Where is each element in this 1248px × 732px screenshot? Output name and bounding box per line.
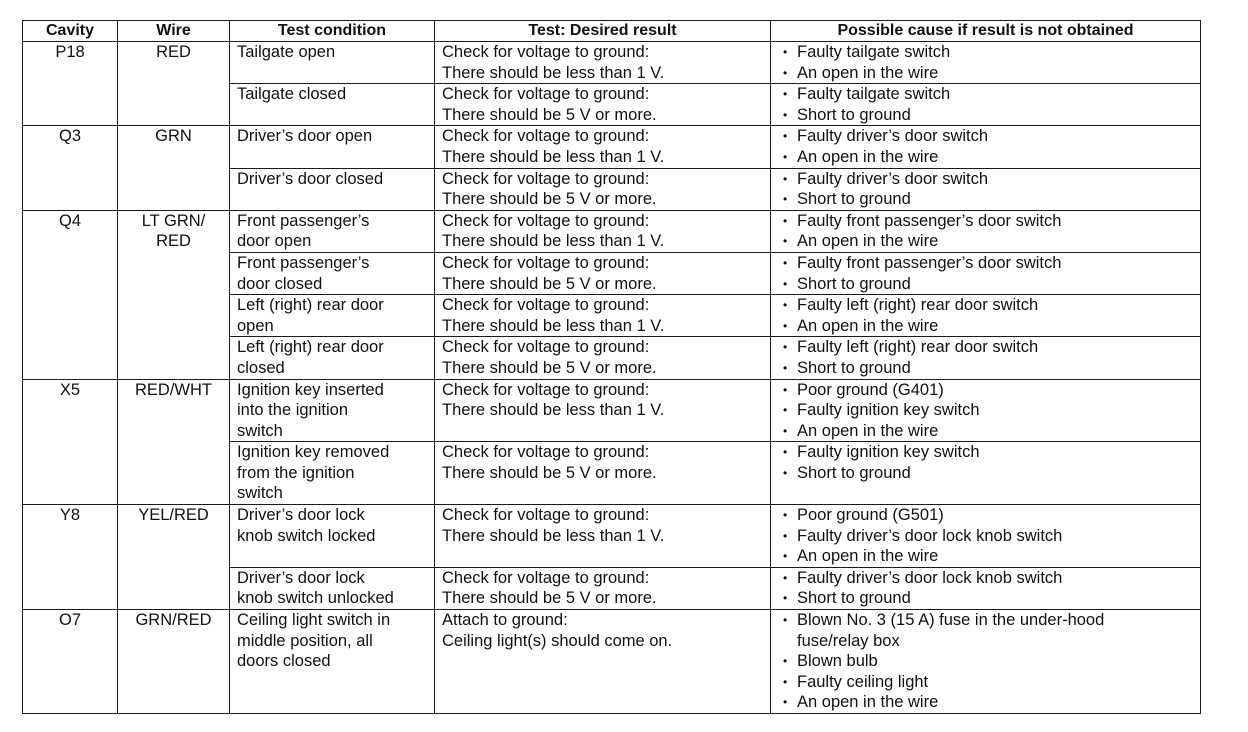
result-line: There should be less than 1 V. (442, 526, 665, 545)
desired-result-cell (435, 168, 771, 210)
cause-item: • Faulty driver’s door lock knob switch (781, 568, 1197, 589)
condition-line: Driver’s door closed (237, 169, 384, 188)
result-line: There should be 5 V or more. (442, 358, 657, 377)
result-line: There should be less than 1 V. (442, 401, 665, 420)
result-line: Check for voltage to ground: (442, 568, 650, 587)
result-line: There should be less than 1 V. (442, 63, 665, 82)
desired-result-cell (435, 252, 771, 294)
result-line: Check for voltage to ground: (442, 506, 650, 525)
condition-line: Ignition key removed (237, 443, 390, 462)
wire-cell (118, 126, 230, 210)
condition-line: Driver’s door lock (237, 568, 365, 587)
wire-color-line: RED (156, 232, 191, 251)
cause-item: • An open in the wire (781, 147, 1197, 168)
result-line: There should be 5 V or more. (442, 190, 657, 209)
test-table (22, 20, 1201, 714)
condition-line: switch (237, 484, 283, 503)
cause-item: • Faulty front passenger’s door switch (781, 253, 1197, 274)
possible-cause-cell (771, 168, 1201, 210)
condition-line: middle position, all (237, 631, 373, 650)
result-line: Ceiling light(s) should come on. (442, 631, 673, 650)
possible-cause-cell (771, 42, 1201, 84)
condition-line: switch (237, 421, 283, 440)
cavity-cell: Q3 (23, 126, 118, 210)
possible-cause-cell (771, 252, 1201, 294)
possible-cause-cell (771, 295, 1201, 337)
result-line: Check for voltage to ground: (442, 169, 650, 188)
cause-item: • Faulty ignition key switch (781, 400, 1197, 421)
desired-result-cell (435, 337, 771, 379)
cavity-cell: Q4 (23, 210, 118, 379)
wire-cell (118, 42, 230, 126)
cause-item: • Blown bulb (781, 651, 1197, 672)
table-row (23, 610, 1201, 714)
condition-line: Tailgate open (237, 43, 336, 61)
cause-item: • An open in the wire (781, 421, 1197, 442)
condition-line: closed (237, 358, 285, 377)
table-row (23, 210, 1201, 252)
test-condition-cell (230, 84, 435, 126)
result-line: There should be less than 1 V. (442, 316, 665, 335)
table-row (23, 505, 1201, 568)
test-condition-cell (230, 252, 435, 294)
condition-line: doors closed (237, 652, 331, 671)
cavity-cell: P18 (23, 42, 118, 126)
desired-result-cell (435, 42, 771, 84)
desired-result-cell (435, 505, 771, 568)
cause-continuation: fuse/relay box (797, 631, 900, 650)
desired-result-cell (435, 210, 771, 252)
result-line: Attach to ground: (442, 611, 568, 630)
header-possible-cause: Possible cause if result is not obtained (771, 21, 1201, 42)
cause-item: • Poor ground (G401) (781, 380, 1197, 401)
condition-line: into the ignition (237, 401, 348, 420)
desired-result-cell (435, 295, 771, 337)
cause-item: • Poor ground (G501) (781, 505, 1197, 526)
possible-cause-cell (771, 610, 1201, 714)
wire-cell (118, 379, 230, 505)
table-row (23, 42, 1201, 84)
cause-item: • An open in the wire (781, 63, 1197, 84)
cause-item: • Faulty driver’s door switch (781, 126, 1197, 147)
desired-result-cell (435, 567, 771, 609)
result-line: There should be less than 1 V. (442, 232, 665, 251)
possible-cause-cell (771, 126, 1201, 168)
test-condition-cell (230, 126, 435, 168)
cause-item: • An open in the wire (781, 316, 1197, 337)
wire-color-line: GRN/RED (135, 611, 212, 630)
result-line: Check for voltage to ground: (442, 296, 650, 315)
result-line: Check for voltage to ground: (442, 338, 650, 357)
test-condition-cell (230, 168, 435, 210)
test-condition-cell (230, 610, 435, 714)
header-desired-result: Test: Desired result (435, 21, 771, 42)
cause-item: • Faulty driver’s door lock knob switch (781, 526, 1197, 547)
cause-item: • Short to ground (781, 274, 1197, 295)
condition-line: Left (right) rear door (237, 296, 384, 315)
cause-item: • Short to ground (781, 463, 1197, 484)
cavity-cell: O7 (23, 610, 118, 714)
result-line: There should be 5 V or more. (442, 274, 657, 293)
cause-item: • Faulty driver’s door switch (781, 169, 1197, 190)
result-line: Check for voltage to ground: (442, 211, 650, 230)
result-line: There should be 5 V or more. (442, 463, 657, 482)
cause-item: • Short to ground (781, 358, 1197, 379)
cause-item: • Short to ground (781, 588, 1197, 609)
result-line: There should be 5 V or more. (442, 589, 657, 608)
test-condition-cell (230, 567, 435, 609)
condition-line: door closed (237, 274, 323, 293)
desired-result-cell (435, 84, 771, 126)
wire-color-line: RED (156, 43, 191, 61)
test-condition-cell (230, 379, 435, 442)
condition-line: Driver’s door open (237, 127, 373, 146)
header-cavity: Cavity (23, 21, 118, 42)
result-line: Check for voltage to ground: (442, 443, 650, 462)
possible-cause-cell (771, 505, 1201, 568)
test-condition-cell (230, 442, 435, 505)
wire-cell (118, 210, 230, 379)
cause-item: • An open in the wire (781, 546, 1197, 567)
desired-result-cell (435, 610, 771, 714)
condition-line: Tailgate closed (237, 85, 347, 104)
cause-item: • Faulty ignition key switch (781, 442, 1197, 463)
cause-item: • An open in the wire (781, 231, 1197, 252)
condition-line: door open (237, 232, 312, 251)
result-line: Check for voltage to ground: (442, 380, 650, 399)
header-test-condition: Test condition (230, 21, 435, 42)
result-line: Check for voltage to ground: (442, 127, 650, 146)
cause-item: • Faulty tailgate switch (781, 84, 1197, 105)
cause-item: • Short to ground (781, 189, 1197, 210)
possible-cause-cell (771, 442, 1201, 505)
table-row (23, 379, 1201, 442)
desired-result-cell (435, 126, 771, 168)
desired-result-cell (435, 442, 771, 505)
cause-item: • Faulty ceiling light (781, 672, 1197, 693)
test-condition-cell (230, 337, 435, 379)
header-row (23, 21, 1201, 42)
cause-item: • Short to ground (781, 105, 1197, 126)
result-line: Check for voltage to ground: (442, 85, 650, 104)
condition-line: Ignition key inserted (237, 380, 384, 399)
test-condition-cell (230, 42, 435, 84)
condition-line: Front passenger’s (237, 253, 370, 272)
condition-line: Front passenger’s (237, 211, 370, 230)
cause-item: • Faulty left (right) rear door switch (781, 295, 1197, 316)
test-condition-cell (230, 295, 435, 337)
cause-item: • Faulty front passenger’s door switch (781, 211, 1197, 232)
condition-line: Ceiling light switch in (237, 611, 391, 630)
desired-result-cell (435, 379, 771, 442)
wire-color-line: GRN (155, 127, 192, 146)
result-line: There should be less than 1 V. (442, 147, 665, 166)
wire-cell (118, 610, 230, 714)
test-condition-cell (230, 505, 435, 568)
result-line: Check for voltage to ground: (442, 253, 650, 272)
result-line: Check for voltage to ground: (442, 43, 650, 61)
test-condition-cell (230, 210, 435, 252)
result-line: There should be 5 V or more. (442, 105, 657, 124)
possible-cause-cell (771, 567, 1201, 609)
wire-color-line: RED/WHT (135, 380, 212, 399)
cavity-cell: X5 (23, 379, 118, 505)
wire-color-line: LT GRN/ (141, 211, 206, 230)
possible-cause-cell (771, 210, 1201, 252)
cause-item: • Faulty left (right) rear door switch (781, 337, 1197, 358)
cause-item: • Faulty tailgate switch (781, 42, 1197, 63)
condition-line: knob switch unlocked (237, 589, 394, 608)
header-wire: Wire (118, 21, 230, 42)
cause-item: • An open in the wire (781, 692, 1197, 713)
condition-line: knob switch locked (237, 526, 376, 545)
table-row (23, 126, 1201, 168)
condition-line: open (237, 316, 274, 335)
condition-line: Left (right) rear door (237, 338, 384, 357)
wire-cell (118, 505, 230, 610)
condition-line: Driver’s door lock (237, 506, 365, 525)
possible-cause-cell (771, 84, 1201, 126)
cavity-cell: Y8 (23, 505, 118, 610)
wire-color-line: YEL/RED (138, 506, 209, 525)
cause-item: • Blown No. 3 (15 A) fuse in the under-hood (781, 610, 1197, 631)
condition-line: from the ignition (237, 463, 355, 482)
table-body (23, 42, 1201, 714)
possible-cause-cell (771, 337, 1201, 379)
possible-cause-cell (771, 379, 1201, 442)
